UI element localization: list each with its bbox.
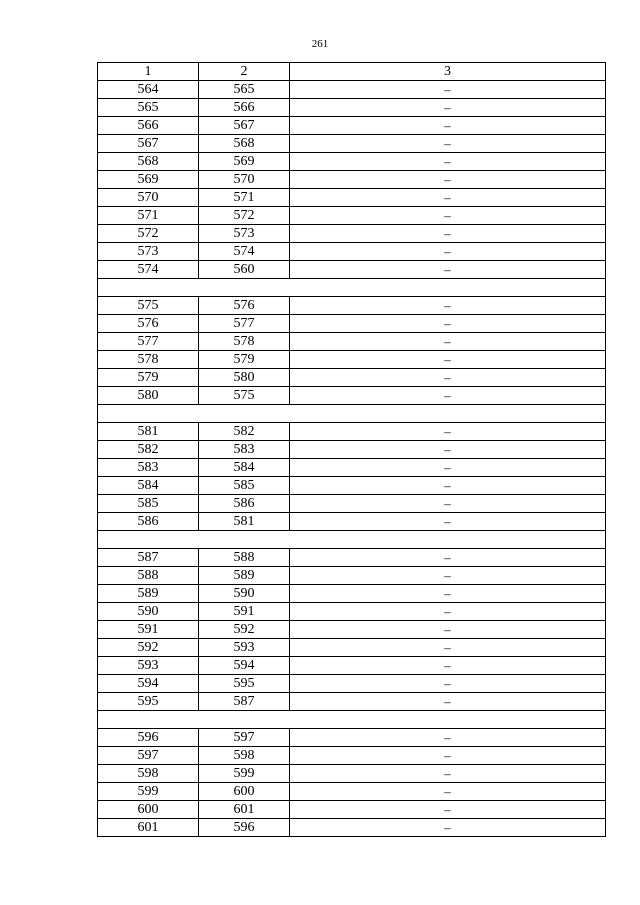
table-cell-col-2: 568 xyxy=(199,135,290,153)
table-cell-col-3: – xyxy=(290,603,606,621)
table-cell-col-2: 588 xyxy=(199,549,290,567)
header-row xyxy=(98,63,606,81)
table-row xyxy=(98,189,606,207)
table-cell-col-2: 577 xyxy=(199,315,290,333)
table-row xyxy=(98,207,606,225)
table-row xyxy=(98,675,606,693)
table-row xyxy=(98,171,606,189)
table-cell-col-2: 592 xyxy=(199,621,290,639)
table-cell-col-1: 586 xyxy=(98,513,199,531)
group-separator-row xyxy=(98,531,606,549)
table-cell-col-1: 566 xyxy=(98,117,199,135)
table-cell-col-2: 584 xyxy=(199,459,290,477)
table-cell-col-3: – xyxy=(290,81,606,99)
table-cell-col-1: 570 xyxy=(98,189,199,207)
table-cell-col-3: – xyxy=(290,207,606,225)
table-cell-col-2: 580 xyxy=(199,369,290,387)
table-row xyxy=(98,225,606,243)
table-row xyxy=(98,819,606,837)
table-cell-col-1: 581 xyxy=(98,423,199,441)
table-cell-col-1: 590 xyxy=(98,603,199,621)
table-row xyxy=(98,621,606,639)
table-cell-col-2: 589 xyxy=(199,567,290,585)
table-cell-col-3: – xyxy=(290,639,606,657)
table-cell-col-1: 597 xyxy=(98,747,199,765)
group-separator-cell xyxy=(98,711,606,729)
table-row xyxy=(98,81,606,99)
table-cell-col-3: – xyxy=(290,171,606,189)
table-cell-col-3: – xyxy=(290,513,606,531)
table-cell-col-2: 575 xyxy=(199,387,290,405)
table-cell-col-3: – xyxy=(290,297,606,315)
header-cell-2: 2 xyxy=(199,63,290,81)
table-cell-col-1: 598 xyxy=(98,765,199,783)
table-cell-col-2: 567 xyxy=(199,117,290,135)
table-row xyxy=(98,765,606,783)
table-row xyxy=(98,441,606,459)
table-cell-col-3: – xyxy=(290,801,606,819)
table-cell-col-3: – xyxy=(290,153,606,171)
table-cell-col-3: – xyxy=(290,765,606,783)
table-cell-col-2: 566 xyxy=(199,99,290,117)
table-cell-col-2: 599 xyxy=(199,765,290,783)
table-cell-col-2: 574 xyxy=(199,243,290,261)
group-separator-row xyxy=(98,279,606,297)
table-cell-col-2: 572 xyxy=(199,207,290,225)
table-cell-col-2: 582 xyxy=(199,423,290,441)
table-cell-col-3: – xyxy=(290,459,606,477)
table-cell-col-3: – xyxy=(290,495,606,513)
table-cell-col-1: 592 xyxy=(98,639,199,657)
table-cell-col-2: 571 xyxy=(199,189,290,207)
table-cell-col-1: 572 xyxy=(98,225,199,243)
table-cell-col-3: – xyxy=(290,729,606,747)
table-cell-col-2: 569 xyxy=(199,153,290,171)
group-separator-row xyxy=(98,711,606,729)
table-row xyxy=(98,459,606,477)
table-cell-col-3: – xyxy=(290,819,606,837)
group-separator-row xyxy=(98,405,606,423)
table-row xyxy=(98,549,606,567)
table-cell-col-1: 575 xyxy=(98,297,199,315)
table-cell-col-1: 585 xyxy=(98,495,199,513)
table-cell-col-2: 594 xyxy=(199,657,290,675)
table-cell-col-1: 577 xyxy=(98,333,199,351)
table-cell-col-3: – xyxy=(290,225,606,243)
table-cell-col-3: – xyxy=(290,135,606,153)
header-cell-3: 3 xyxy=(290,63,606,81)
table-cell-col-1: 587 xyxy=(98,549,199,567)
table-cell-col-3: – xyxy=(290,369,606,387)
table-cell-col-1: 583 xyxy=(98,459,199,477)
table-cell-col-1: 593 xyxy=(98,657,199,675)
table-cell-col-2: 595 xyxy=(199,675,290,693)
table-cell-col-2: 560 xyxy=(199,261,290,279)
table-cell-col-3: – xyxy=(290,99,606,117)
table-cell-col-3: – xyxy=(290,243,606,261)
table-row xyxy=(98,315,606,333)
table-cell-col-2: 585 xyxy=(199,477,290,495)
table-cell-col-2: 586 xyxy=(199,495,290,513)
table-cell-col-1: 576 xyxy=(98,315,199,333)
table-cell-col-3: – xyxy=(290,783,606,801)
table-cell-col-3: – xyxy=(290,585,606,603)
table-cell-col-3: – xyxy=(290,423,606,441)
table-cell-col-3: – xyxy=(290,477,606,495)
table-cell-col-1: 599 xyxy=(98,783,199,801)
table-body xyxy=(98,63,606,837)
table-cell-col-1: 600 xyxy=(98,801,199,819)
group-separator-cell xyxy=(98,279,606,297)
table-row xyxy=(98,603,606,621)
table-cell-col-2: 576 xyxy=(199,297,290,315)
table-row xyxy=(98,369,606,387)
table-cell-col-1: 601 xyxy=(98,819,199,837)
table-row xyxy=(98,261,606,279)
table-cell-col-3: – xyxy=(290,351,606,369)
table-cell-col-2: 597 xyxy=(199,729,290,747)
table-cell-col-1: 567 xyxy=(98,135,199,153)
table-cell-col-2: 573 xyxy=(199,225,290,243)
table-row xyxy=(98,153,606,171)
table-cell-col-1: 582 xyxy=(98,441,199,459)
table-cell-col-3: – xyxy=(290,189,606,207)
table-cell-col-1: 579 xyxy=(98,369,199,387)
table-row xyxy=(98,117,606,135)
table-row xyxy=(98,297,606,315)
table-cell-col-3: – xyxy=(290,657,606,675)
table-row xyxy=(98,495,606,513)
table-row xyxy=(98,639,606,657)
page-number: 261 xyxy=(311,38,329,50)
table-row xyxy=(98,477,606,495)
table-cell-col-2: 598 xyxy=(199,747,290,765)
table-cell-col-3: – xyxy=(290,675,606,693)
table-cell-col-2: 578 xyxy=(199,333,290,351)
table-cell-col-1: 569 xyxy=(98,171,199,189)
table-cell-col-1: 565 xyxy=(98,99,199,117)
table-cell-col-2: 596 xyxy=(199,819,290,837)
table-cell-col-1: 578 xyxy=(98,351,199,369)
table-cell-col-1: 573 xyxy=(98,243,199,261)
table-cell-col-3: – xyxy=(290,441,606,459)
table-row xyxy=(98,747,606,765)
table-row xyxy=(98,333,606,351)
table-cell-col-1: 596 xyxy=(98,729,199,747)
table-cell-col-1: 595 xyxy=(98,693,199,711)
table-cell-col-1: 591 xyxy=(98,621,199,639)
table-cell-col-3: – xyxy=(290,117,606,135)
table-cell-col-2: 579 xyxy=(199,351,290,369)
table-row xyxy=(98,135,606,153)
table-cell-col-3: – xyxy=(290,567,606,585)
table-cell-col-1: 594 xyxy=(98,675,199,693)
table-cell-col-3: – xyxy=(290,549,606,567)
table-row xyxy=(98,657,606,675)
table-cell-col-1: 574 xyxy=(98,261,199,279)
table-cell-col-2: 570 xyxy=(199,171,290,189)
table-cell-col-1: 568 xyxy=(98,153,199,171)
table-cell-col-1: 584 xyxy=(98,477,199,495)
group-separator-cell xyxy=(98,531,606,549)
table-cell-col-2: 587 xyxy=(199,693,290,711)
header-cell-1: 1 xyxy=(98,63,199,81)
data-table xyxy=(97,62,606,837)
table-row xyxy=(98,567,606,585)
table-cell-col-2: 593 xyxy=(199,639,290,657)
table-cell-col-2: 583 xyxy=(199,441,290,459)
table-cell-col-1: 564 xyxy=(98,81,199,99)
table-row xyxy=(98,783,606,801)
table-cell-col-2: 581 xyxy=(199,513,290,531)
table-row xyxy=(98,693,606,711)
table-row xyxy=(98,729,606,747)
table-cell-col-2: 591 xyxy=(199,603,290,621)
table-row xyxy=(98,513,606,531)
group-separator-cell xyxy=(98,405,606,423)
table-cell-col-3: – xyxy=(290,747,606,765)
table-cell-col-1: 588 xyxy=(98,567,199,585)
table-cell-col-2: 601 xyxy=(199,801,290,819)
table-row xyxy=(98,801,606,819)
table-cell-col-1: 589 xyxy=(98,585,199,603)
table-cell-col-3: – xyxy=(290,693,606,711)
table-cell-col-3: – xyxy=(290,333,606,351)
table-cell-col-3: – xyxy=(290,315,606,333)
table-cell-col-3: – xyxy=(290,621,606,639)
table-row xyxy=(98,99,606,117)
table-cell-col-3: – xyxy=(290,261,606,279)
table-row xyxy=(98,351,606,369)
table-cell-col-1: 580 xyxy=(98,387,199,405)
table-cell-col-3: – xyxy=(290,387,606,405)
table-row xyxy=(98,387,606,405)
table-cell-col-1: 571 xyxy=(98,207,199,225)
table-row xyxy=(98,423,606,441)
table-row xyxy=(98,243,606,261)
table-row xyxy=(98,585,606,603)
table-cell-col-2: 600 xyxy=(199,783,290,801)
table-cell-col-2: 590 xyxy=(199,585,290,603)
table-cell-col-2: 565 xyxy=(199,81,290,99)
